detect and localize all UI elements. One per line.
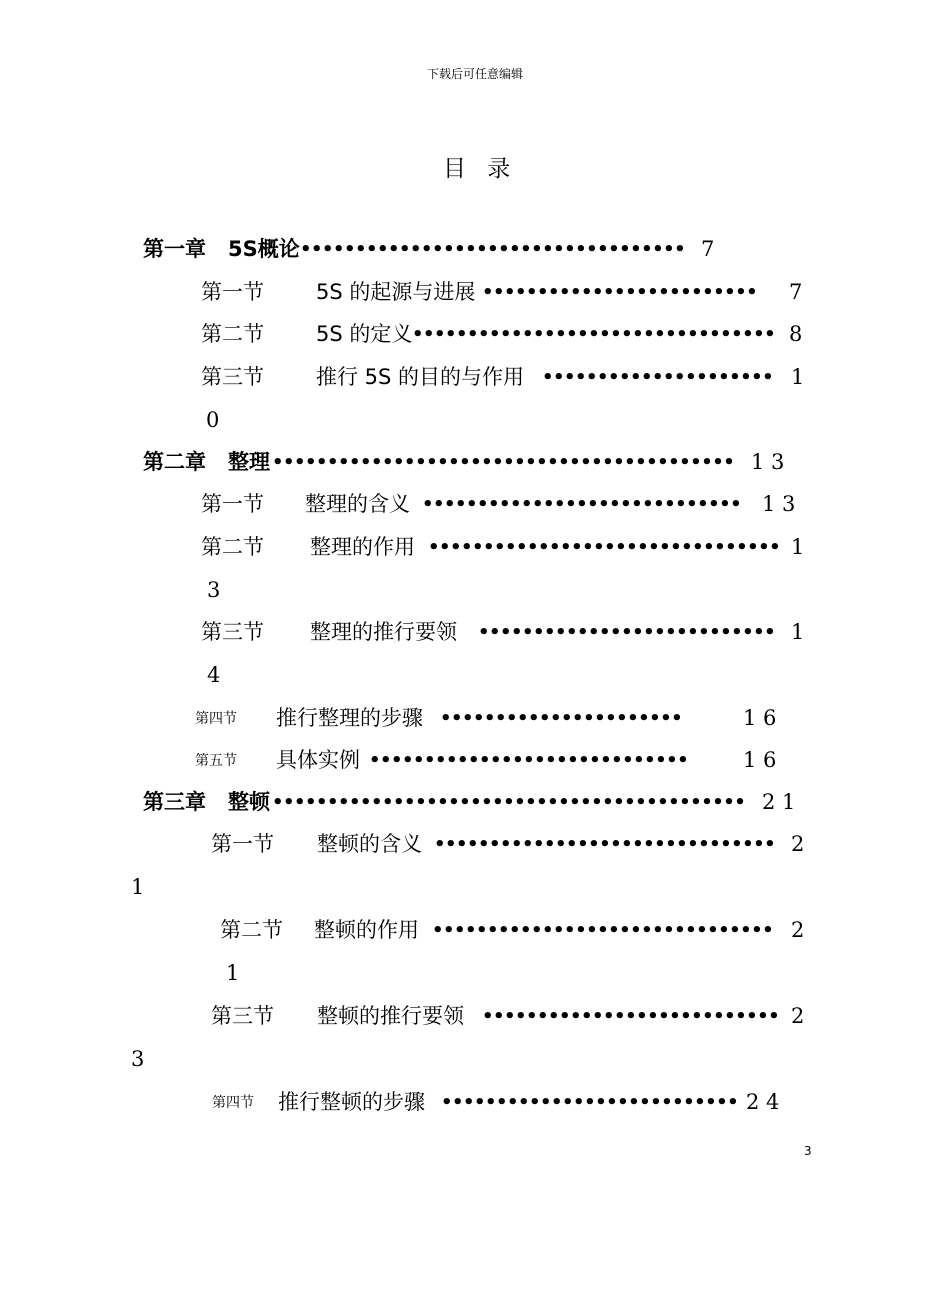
- toc-section-label: 第一节: [211, 832, 274, 856]
- toc-chapter-title: 整顿: [228, 790, 270, 814]
- leader-dots: •••••••••••••••••••••: [542, 369, 774, 387]
- toc-page-number: 1 6: [743, 706, 777, 730]
- toc-section-title: 整顿的含义: [317, 832, 422, 856]
- leader-dots: •••••••••••••••••••••••••••••••••: [412, 326, 776, 344]
- leader-dots: ••••••••••••••••••••••: [440, 710, 683, 728]
- toc-page-number: 1 6: [743, 748, 777, 772]
- toc-section-title: 整理的作用: [310, 535, 415, 559]
- toc-page-number: 8: [789, 322, 803, 346]
- leader-dots: •••••••••••••••••••••••••••••••: [434, 836, 776, 854]
- toc-page-number: 7: [701, 237, 715, 261]
- toc-chapter-label: 第二章: [143, 450, 206, 474]
- toc-page-number-wrap: 0: [206, 408, 220, 432]
- toc-section-title: 整顿的推行要领: [317, 1004, 464, 1028]
- toc-section-label: 第二节: [201, 535, 264, 559]
- toc-section-title: 整顿的作用: [314, 918, 419, 942]
- toc-section-title: 5S 的定义: [316, 322, 413, 346]
- toc-page-number: 1 3: [751, 450, 785, 474]
- leader-dots: ••••••••••••••••••••••••••••••••: [428, 539, 781, 557]
- toc-page-number: 1: [791, 365, 805, 389]
- toc-section-label: 第三节: [211, 1004, 274, 1028]
- toc-page-number-wrap: 1: [131, 875, 145, 899]
- leader-dots: •••••••••••••••••••••••••••: [478, 624, 776, 642]
- toc-section-title: 具体实例: [276, 748, 360, 772]
- leader-dots: •••••••••••••••••••••••••••••••••••: [300, 241, 686, 259]
- toc-section-title: 推行整顿的步骤: [278, 1090, 425, 1114]
- toc-section-label: 第二节: [220, 918, 283, 942]
- toc-section-label: 第四节: [212, 1095, 254, 1111]
- page-header: 下载后可任意编辑: [427, 67, 524, 81]
- toc-section-label: 第四节: [195, 711, 237, 727]
- leader-dots: •••••••••••••••••••••••••••••••••••••••••••: [272, 794, 746, 812]
- toc-section-title: 5S 的起源与进展: [316, 280, 476, 304]
- toc-page-number: 2 1: [762, 790, 796, 814]
- toc-section-label: 第三节: [201, 365, 264, 389]
- leader-dots: •••••••••••••••••••••••••••••••: [432, 922, 774, 940]
- leader-dots: ••••••••••••••••••••••••••••••••••••••••••: [272, 454, 735, 472]
- toc-page-number-wrap: 1: [226, 961, 240, 985]
- toc-section-label: 第一节: [201, 280, 264, 304]
- toc-section-title: 整理的推行要领: [310, 620, 457, 644]
- leader-dots: •••••••••••••••••••••••••: [482, 284, 758, 302]
- toc-page-number: 2: [791, 832, 805, 856]
- toc-page-number: 1: [791, 535, 805, 559]
- leader-dots: •••••••••••••••••••••••••••••: [422, 496, 742, 514]
- leader-dots: •••••••••••••••••••••••••••: [441, 1094, 739, 1112]
- toc-chapter-label: 第一章: [143, 237, 206, 261]
- toc-chapter-label: 第三章: [143, 790, 206, 814]
- toc-page-number: 1 3: [762, 492, 796, 516]
- toc-section-label: 第五节: [195, 753, 237, 769]
- toc-page-number: 2 4: [746, 1090, 780, 1114]
- toc-section-title: 整理的含义: [305, 492, 410, 516]
- toc-title: 目 录: [443, 156, 511, 182]
- toc-chapter-title: 5S概论: [228, 237, 300, 261]
- toc-page-number: 7: [789, 280, 803, 304]
- leader-dots: •••••••••••••••••••••••••••: [482, 1008, 780, 1026]
- toc-page-number-wrap: 3: [131, 1047, 145, 1071]
- toc-chapter-title: 整理: [228, 450, 270, 474]
- page-number: 3: [804, 1144, 812, 1158]
- toc-section-label: 第二节: [201, 322, 264, 346]
- toc-page-number: 2: [791, 918, 805, 942]
- toc-section-label: 第三节: [201, 620, 264, 644]
- toc-page-number: 1: [791, 620, 805, 644]
- leader-dots: •••••••••••••••••••••••••••••: [369, 752, 689, 770]
- toc-page-number: 2: [791, 1004, 805, 1028]
- toc-section-title: 推行整理的步骤: [276, 706, 423, 730]
- toc-section-title: 推行 5S 的目的与作用: [316, 365, 525, 389]
- toc-page-number-wrap: 3: [207, 578, 221, 602]
- toc-page-number-wrap: 4: [207, 663, 221, 687]
- toc-section-label: 第一节: [201, 492, 264, 516]
